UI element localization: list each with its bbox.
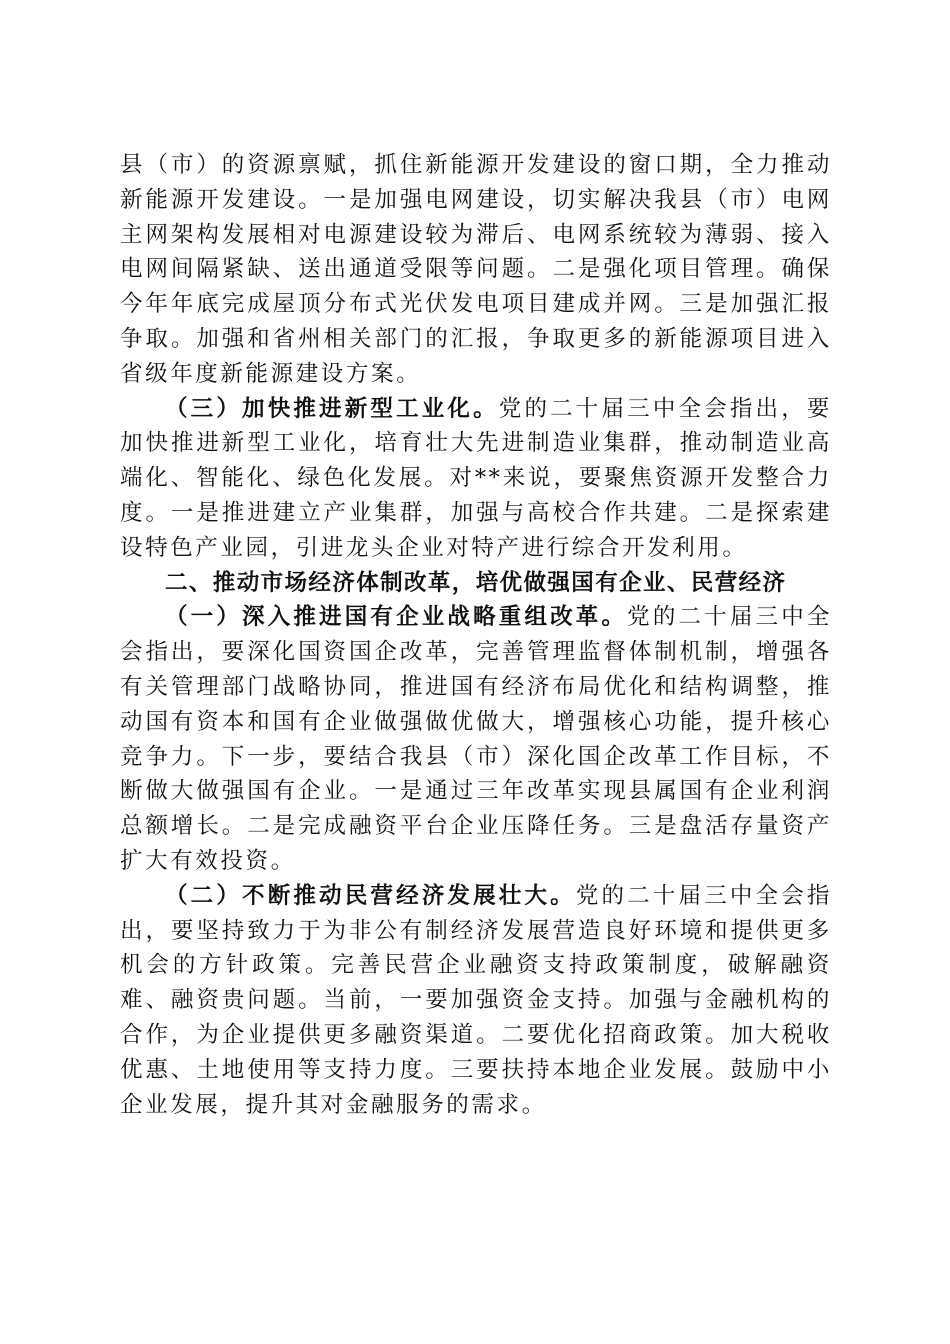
subheading-industrialization: （三）加快推进新型工业化。 [165, 395, 499, 422]
paragraph-private-economy-text: 党的二十届三中全会指出，要坚持致力于为非公有制经济发展营造良好环境和提供更多机会的方针政策。完善民营企业融资支持政策制度，破解融资难、融资贵问题。当前，一要加强资金支持。加强与金融机构的合作，为企业提供更多融资渠道。二要优化招商政策。加大税收优惠、土地使用等支持力度。三要扶持本地企业发展。鼓励中小企业发展，提升其对金融服务的需求。 [120, 882, 832, 1118]
paragraph-soe-reform [120, 600, 832, 878]
section-heading-market-reform-text: 二、推动市场经济体制改革，培优做强国有企业、民营经济 [165, 569, 787, 596]
paragraph-industrialization-text: 党的二十届三中全会指出，要加快推进新型工业化，培育壮大先进制造业集群，推动制造业高端化、智能化、绿色化发展。对**来说，要聚焦资源开发整合力度。一是推进建立产业集群，加强与高校合作共建。二是探索建设特色产业园，引进龙头企业对特产进行综合开发利用。 [120, 395, 832, 561]
subheading-private-economy: （二）不断推动民营经济发展壮大。 [165, 882, 576, 909]
paragraph-soe-reform-text: 党的二十届三中全会指出，要深化国资国企改革，完善管理监督体制机制，增强各有关管理部门战略协同，推进国有经济布局优化和结构调整，推动国有资本和国有企业做强做优做大，增强核心功能，提升核心竞争力。下一步，要结合我县（市）深化国企改革工作目标，不断做大做强国有企业。一是通过三年改革实现县属国有企业利润总额增长。二是完成融资平台企业压降任务。三是盘活存量资产扩大有效投资。 [120, 604, 832, 874]
paragraph-private-economy [120, 879, 832, 1123]
paragraph-new-energy-text: 县（市）的资源禀赋，抓住新能源开发建设的窗口期，全力推动新能源开发建设。一是加强电网建设，切实解决我县（市）电网主网架构发展相对电源建设较为滞后、电网系统较为薄弱、接入电网间隔紧缺、送出通道受限等问题。二是强化项目管理。确保今年年底完成屋顶分布式光伏发电项目建成并网。三是加强汇报争取。加强和省州相关部门的汇报，争取更多的新能源项目进入省级年度新能源建设方案。 [120, 152, 832, 387]
subheading-soe-reform: （一）深入推进国有企业战略重组改革。 [165, 604, 628, 631]
paragraph-new-energy [120, 148, 832, 392]
paragraph-industrialization [120, 392, 832, 566]
document-page [120, 148, 832, 1122]
section-heading-market-reform [120, 566, 832, 601]
